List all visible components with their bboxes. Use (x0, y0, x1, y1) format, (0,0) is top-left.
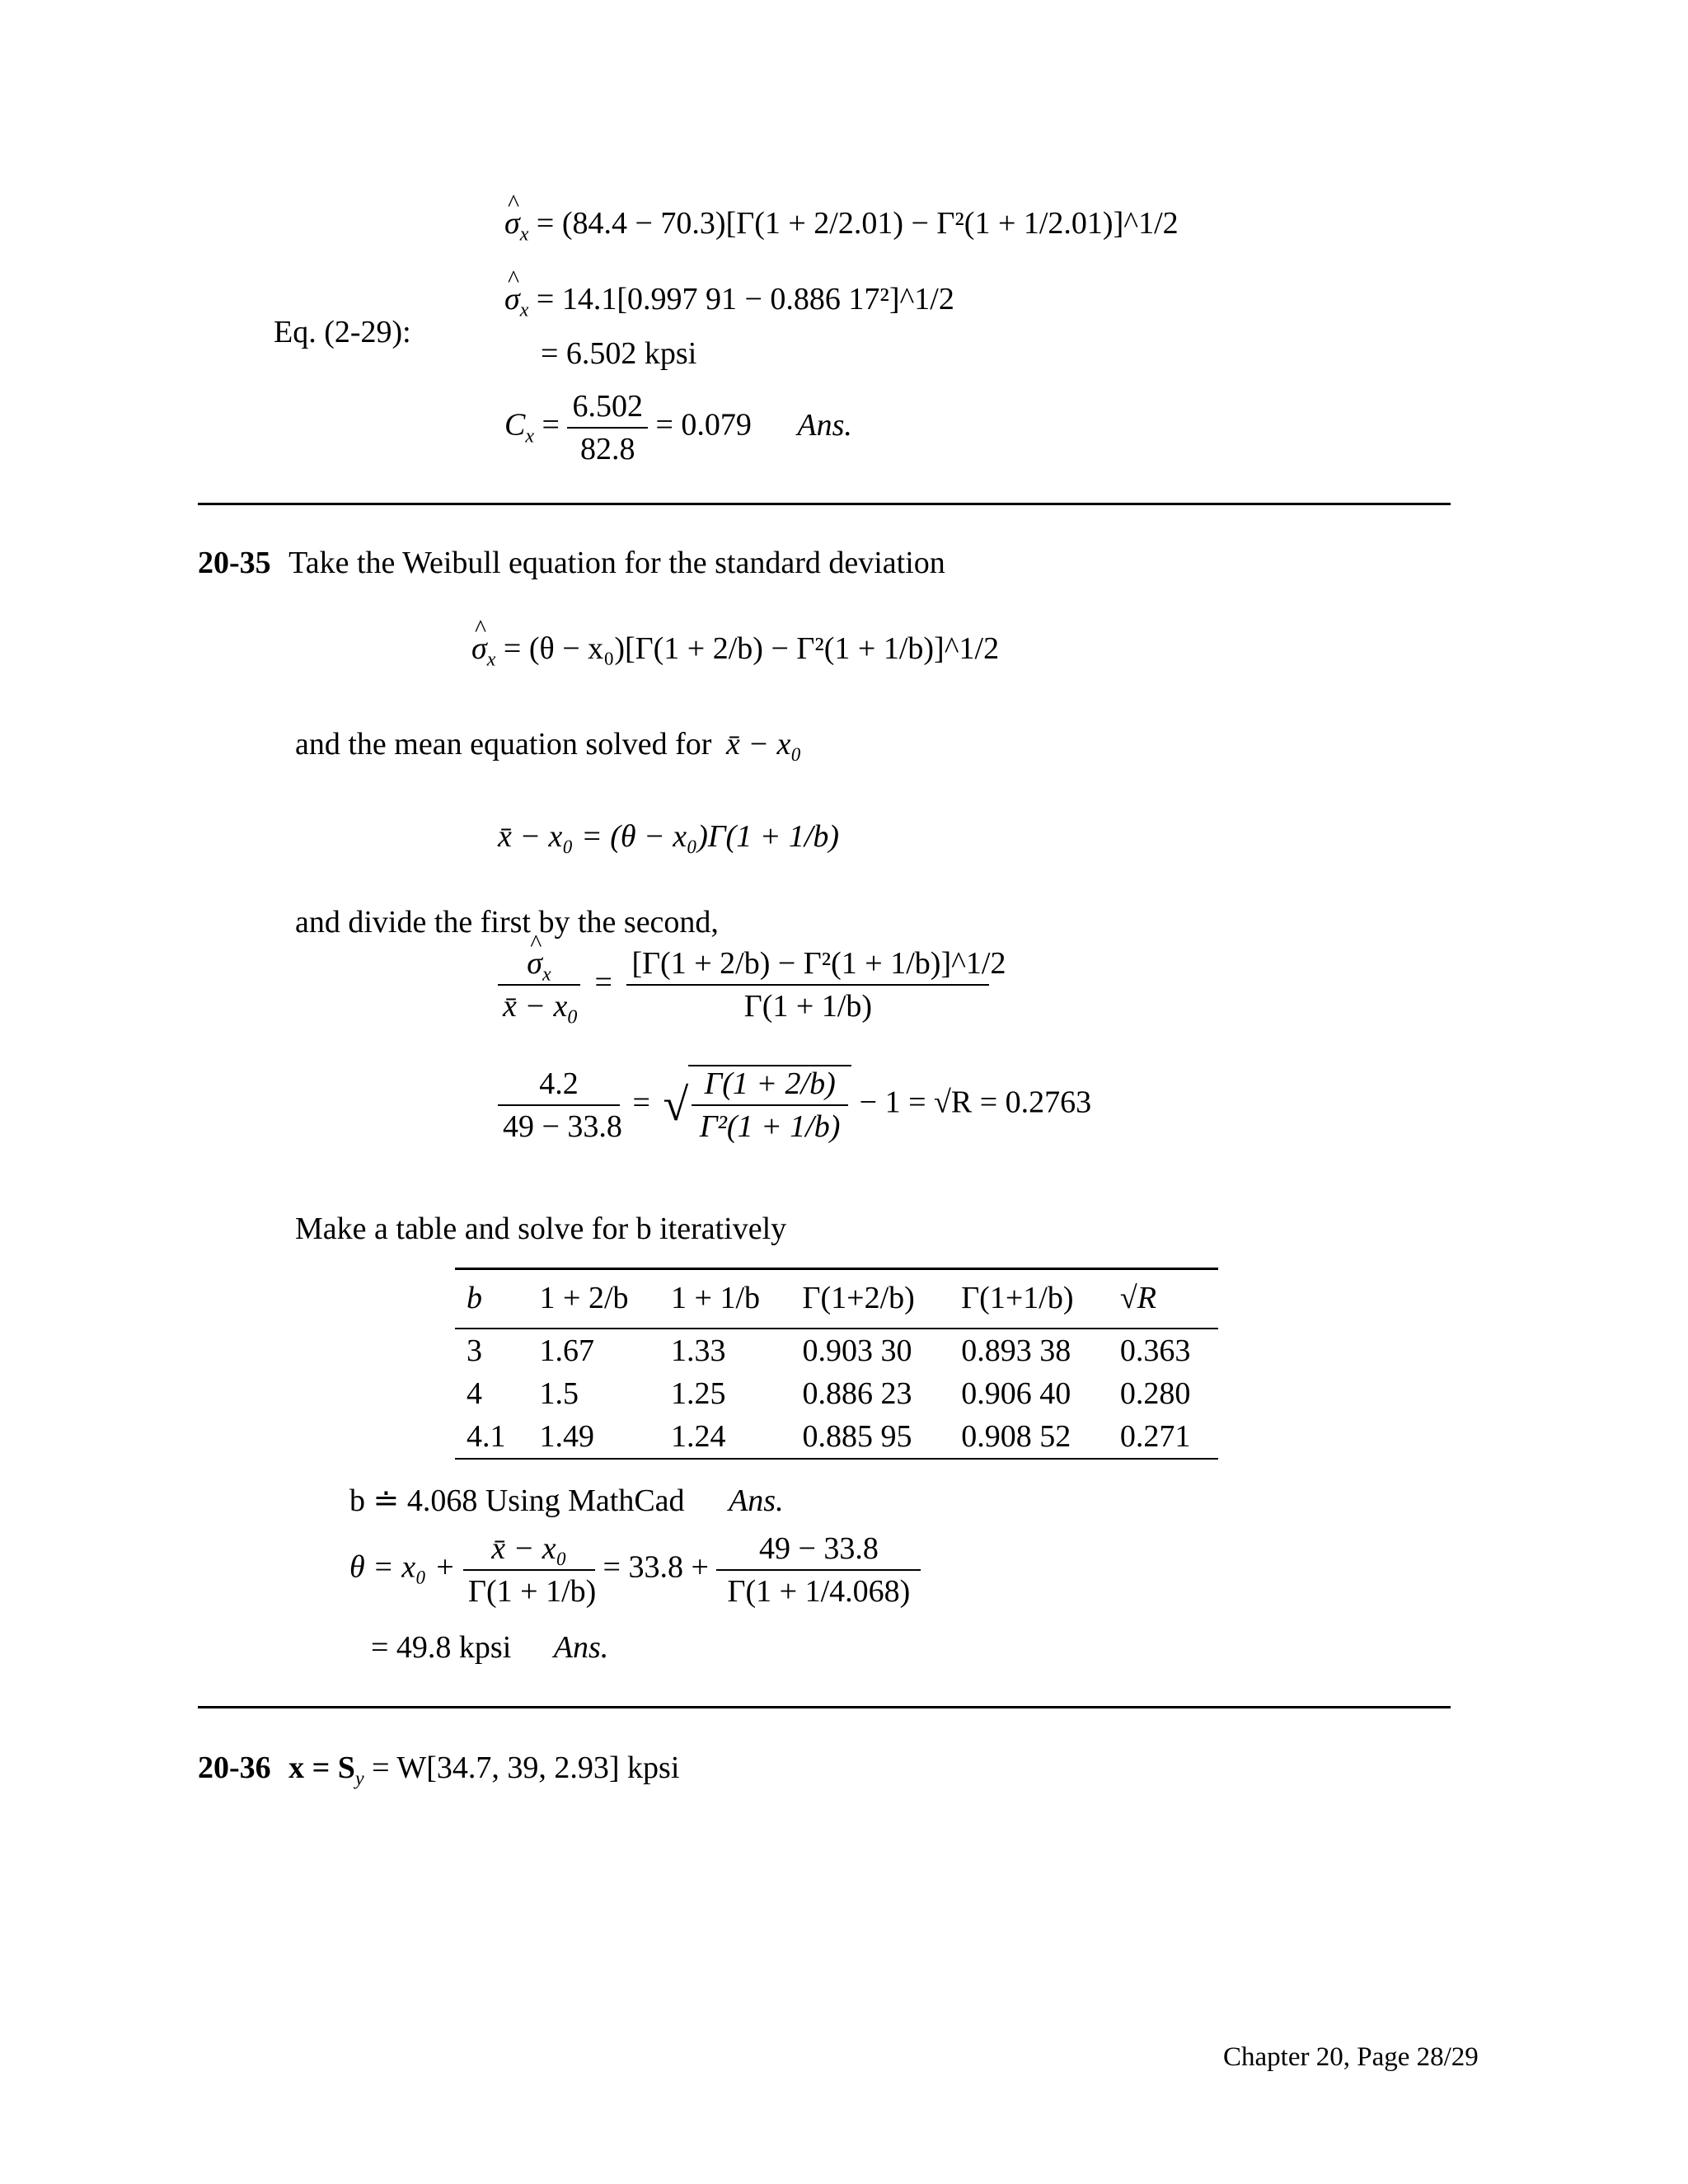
ratio-numerator: [Γ(1 + 2/b) − Γ²(1 + 1/b)]^1/2 (631, 946, 1006, 981)
theta-denominator-1: Γ(1 + 1/b) (463, 1569, 595, 1607)
table-cell: 4.1 (467, 1419, 506, 1454)
sigma-hat-eq-2: = 14.1[0.997 91 − 0.886 17²]^1/2 (536, 282, 954, 316)
divide-text: and divide the first by the second, (295, 905, 719, 940)
table-row (455, 1329, 1218, 1372)
table-cell: 1.67 (539, 1333, 595, 1368)
sqrt-body (688, 1065, 851, 1142)
table-cell: 0.906 40 (961, 1376, 1071, 1411)
numeric-ratio-equation: $\frac{4.2}{49 - 33.8}$ = √ $\frac{\Gamma(1 + 2/b)}{\text{Γ²(1 + 1/b)}}$ − 1 = √R = 0.2763 (498, 1065, 1091, 1142)
mean-text: and the mean equation solved for (295, 727, 712, 762)
eq-2-29-label: Eq. (2-29): (274, 315, 411, 349)
sigma-hat-symbol: ^ σ (504, 208, 520, 239)
mean-equation: x̄ − x₀ = (θ − x₀)Γ(1 + 1/b) (498, 819, 840, 854)
table-cell: 0.271 (1119, 1419, 1191, 1454)
problem-20-36 (198, 1750, 680, 1790)
table-row (455, 1372, 1218, 1415)
cx-denominator: 82.8 (567, 427, 648, 465)
cx-result: = 0.079 (655, 407, 752, 443)
b-result: b ≐ 4.068 Using MathCad (349, 1483, 685, 1518)
sqrt-tail: − 1 = √R = 0.2763 (859, 1085, 1092, 1120)
page-footer: Chapter 20, Page 28/29 (1223, 2042, 1479, 2072)
table-cell: 0.908 52 (961, 1419, 1071, 1454)
table-cell: 3 (467, 1333, 482, 1368)
numeric-denominator: 49 − 33.8 (498, 1104, 620, 1142)
problem-20-36-lhs: x = S (288, 1750, 355, 1785)
weibull-iteration-table (455, 1268, 1218, 1460)
table-cell: 1.24 (671, 1419, 726, 1454)
problem-20-36-sub: y (354, 1768, 364, 1790)
theta-lhs: θ = x₀ + (349, 1549, 456, 1585)
theta-mid: = 33.8 + (603, 1549, 709, 1585)
sigma-hat-symbol-2: ^ σ (504, 284, 520, 315)
table-cell: 0.886 23 (802, 1376, 912, 1411)
ratio-rhs-fraction (626, 946, 1006, 1024)
mean-equation-intro (295, 729, 802, 760)
weibull-sigma-rhs: = (θ − x₀)[Γ(1 + 2/b) − Γ²(1 + 1/b)]^1/2 (503, 631, 1000, 666)
theta-fraction-2 (716, 1533, 921, 1607)
table-cell: 0.280 (1119, 1376, 1191, 1411)
table-cell: 4 (467, 1376, 482, 1411)
theta-ans: Ans. (553, 1630, 609, 1665)
sigma-hat-line-1: ^ $\sigma_x = (84.4 - 70.3)[\Gamma(1 + 2/2.01) - \Gamma^2(1$ + 1/2.01)]^1/2 (504, 208, 1179, 239)
numeric-fraction (498, 1068, 620, 1142)
mean-variable: x̄ − x₀ (725, 727, 802, 762)
cx-numerator: 6.502 (572, 389, 643, 424)
theta-denominator-2: Γ(1 + 1/4.068) (716, 1569, 921, 1607)
problem-number-20-35: 20-35 (198, 546, 271, 580)
cx-fraction (567, 391, 648, 465)
table-cell: 1.33 (671, 1333, 726, 1368)
b-result-line (349, 1485, 784, 1516)
cx-equation: $C_x$ = $\frac{6.502}{82.8}$ = 0.079 Ans. (504, 389, 852, 466)
problem-number-20-36: 20-36 (198, 1750, 271, 1785)
table-header-cell: b (455, 1269, 528, 1329)
sigma-hat-line-2: ^ $\sigma_x = 14.1[0.997$ 91 − 0.886 17²]^1/2 (504, 284, 954, 315)
ratio-denominator: Γ(1 + 1/b) (626, 984, 989, 1022)
theta-equation (349, 1533, 921, 1607)
table-header-cell: 1 + 1/b (659, 1269, 791, 1329)
cx-ans: Ans. (797, 407, 852, 443)
table-intro: Make a table and solve for b iteratively (295, 1212, 787, 1246)
table-cell: 1.25 (671, 1376, 726, 1411)
table-header-cell: Γ(1+1/b) (950, 1269, 1109, 1329)
weibull-sigma-equation: ^ $\sigma_x = (\theta - x_0)[\Gamma(1 + 2/b) - \Gamma^2(1$ + 1/b)]^1/2 (471, 633, 999, 664)
table-cell: 0.903 30 (802, 1333, 912, 1368)
table-header-cell: 1 + 2/b (528, 1269, 660, 1329)
theta-numerator-2: 49 − 33.8 (758, 1531, 879, 1566)
table-cell: 0.363 (1119, 1333, 1191, 1368)
radical-sign-icon: √ (663, 1080, 689, 1131)
table-cell: 0.893 38 (961, 1333, 1071, 1368)
divider-2 (198, 1706, 1451, 1708)
problem-20-35-intro: Take the Weibull equation for the standard deviation (288, 546, 945, 580)
sigma-hat-line-3: = 6.502 kpsi (541, 336, 697, 371)
b-ans: Ans. (729, 1483, 784, 1518)
numeric-numerator: 4.2 (539, 1066, 579, 1101)
table-header-row (455, 1269, 1218, 1329)
sqrt-numerator: Γ(1 + 2/b) (704, 1066, 836, 1101)
table-header-cell: √R (1109, 1269, 1218, 1329)
theta-result: = 49.8 kpsi (371, 1630, 512, 1665)
sigma-hat-eq-1: = (84.4 − 70.3)[Γ(1 + 2/2.01) − Γ²(1 + 1/2.01)]^1/2 (536, 206, 1179, 241)
problem-20-36-rhs: = W[34.7, 39, 2.93] kpsi (363, 1750, 680, 1785)
sqrt-fraction (692, 1068, 848, 1142)
theta-fraction-1 (463, 1533, 595, 1607)
problem-20-35-header (198, 547, 945, 579)
theta-result-line (371, 1632, 608, 1663)
divider-1 (198, 503, 1451, 505)
sqrt-denominator: Γ²(1 + 1/b) (692, 1104, 848, 1142)
table-cell: 1.49 (539, 1419, 595, 1454)
table-cell: 0.885 95 (802, 1419, 912, 1454)
theta-numerator-1: x̄ − x₀ (491, 1531, 567, 1566)
ratio-lhs-fraction: ^ $\frac{\sigma_x}{x̄ - x_0}$ (498, 948, 580, 1022)
ratio-equation: ^ $\frac{\sigma_x}{x̄ - x_0}$ = $\frac{\text{[Γ(1 + 2/b) − Γ²(1 + 1/b)]\textasciicircum{}1/2}}{\Gamma(1 + 1/b)}$ (498, 948, 989, 1022)
table-row (455, 1415, 1218, 1459)
table-cell: 1.5 (539, 1376, 579, 1411)
table-header-cell: Γ(1+2/b) (791, 1269, 950, 1329)
